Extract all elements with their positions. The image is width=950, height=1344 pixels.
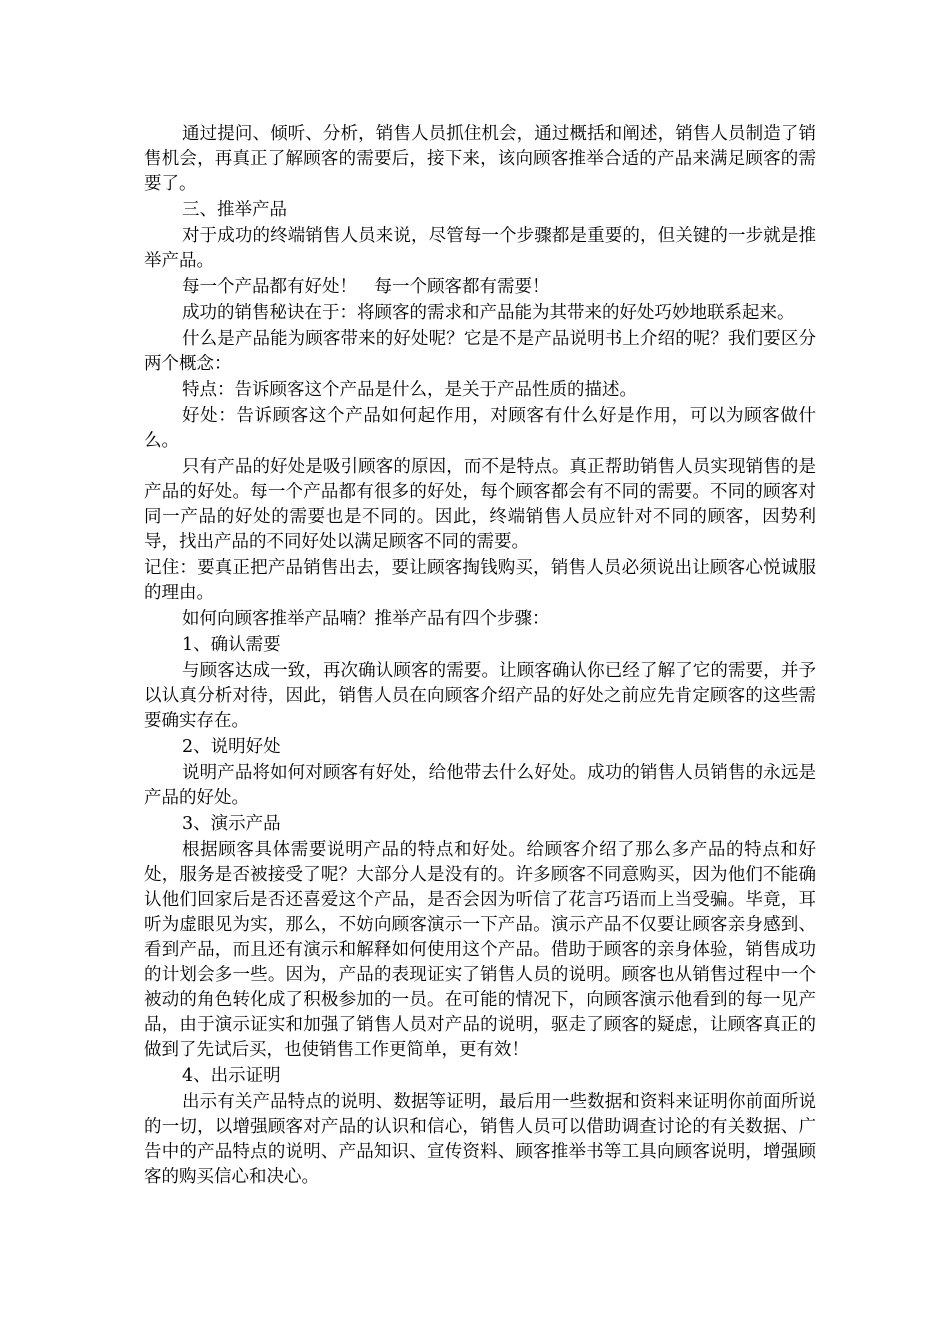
paragraph: 每一个产品都有好处！ 每一个顾客都有需要！	[182, 277, 550, 297]
paragraph-benefit-definition: 好处：告诉顾客这个产品如何起作用，对顾客有什么好是作用，可以为顾客做什么。	[144, 406, 816, 451]
section-heading-recommend-product: 三、推举产品	[182, 200, 287, 220]
paragraph: 说明产品将如何对顾客有好处，给他带去什么好处。成功的销售人员销售的永远是产品的好处。	[144, 763, 816, 808]
paragraph: 只有产品的好处是吸引顾客的原因，而不是特点。真正帮助销售人员实现销售的是产品的好处。每一个产品都有很多的好处，每个顾客都会有不同的需要。不同的顾客对同一产品的好处的需要也是不同的。因此，终端销售人员应针对不同的顾客，因势利导，找出产品的不同好处以满足顾客不同的需要。	[144, 457, 816, 552]
paragraph: 与顾客达成一致，再次确认顾客的需要。让顾客确认你已经了解了它的需要，并予以认真分析对待，因此，销售人员在向顾客介绍产品的好处之前应先肯定顾客的这些需要确实存在。	[144, 661, 816, 731]
paragraph: 什么是产品能为顾客带来的好处呢？它是不是产品说明书上介绍的呢？我们要区分两个概念：	[144, 329, 816, 374]
paragraph: 如何向顾客推举产品喃？推举产品有四个步骤：	[182, 609, 550, 629]
paragraph: 出示有关产品特点的说明、数据等证明，最后用一些数据和资料来证明你前面所说的一切，以增强顾客对产品的认识和信心，销售人员可以借助调查讨论的有关数据、广告中的产品特点的说明、产品知识、宣传资料、顾客推举书等工具向顾客说明，增强顾客的购买信心和决心。	[144, 1092, 816, 1187]
document-page	[144, 122, 816, 1191]
paragraph: 成功的销售秘诀在于：将顾客的需求和产品能为其带来的好处巧妙地联系起来。	[182, 303, 795, 323]
paragraph-feature-definition: 特点：告诉顾客这个产品是什么，是关于产品性质的描述。	[182, 380, 637, 400]
paragraph-remember: 记住：要真正把产品销售出去，要让顾客掏钱购买，销售人员必须说出让顾客心悦诚服的理由。	[144, 558, 816, 603]
paragraph: 对于成功的终端销售人员来说，尽管每一个步骤都是重要的，但关键的一步就是推举产品。	[144, 226, 816, 271]
paragraph: 根据顾客具体需要说明产品的特点和好处。给顾客介绍了那么多产品的特点和好处，服务是否被接受了呢？大部分人是没有的。许多顾客不同意购买，因为他们不能确认他们回家后是否还喜爱这个产品，是否会因为听信了花言巧语而上当受骗。毕竟，耳听为虚眼见为实，那么，不妨向顾客演示一下产品。演示产品不仅要让顾客亲身感到、看到产品，而且还有演示和解释如何使用这个产品。借助于顾客的亲身体验，销售成功的计划会多一些。因为，产品的表现证实了销售人员的说明。顾客也从销售过程中一个被动的角色转化成了积极参加的一员。在可能的情况下，向顾客演示他看到的每一见产品，由于演示证实和加强了销售人员对产品的说明，驱走了顾客的疑虑，让顾客真正的做到了先试后买，也使销售工作更简单，更有效！	[144, 840, 816, 1060]
paragraph-intro: 通过提问、倾听、分析，销售人员抓住机会，通过概括和阐述，销售人员制造了销售机会，再真正了解顾客的需要后，接下来，该向顾客推举合适的产品来满足顾客的需要了。	[144, 124, 816, 194]
step-heading-1: 1、确认需要	[182, 635, 281, 655]
step-heading-3: 3、演示产品	[182, 814, 281, 834]
step-heading-4: 4、出示证明	[182, 1066, 281, 1086]
step-heading-2: 2、说明好处	[182, 737, 281, 757]
